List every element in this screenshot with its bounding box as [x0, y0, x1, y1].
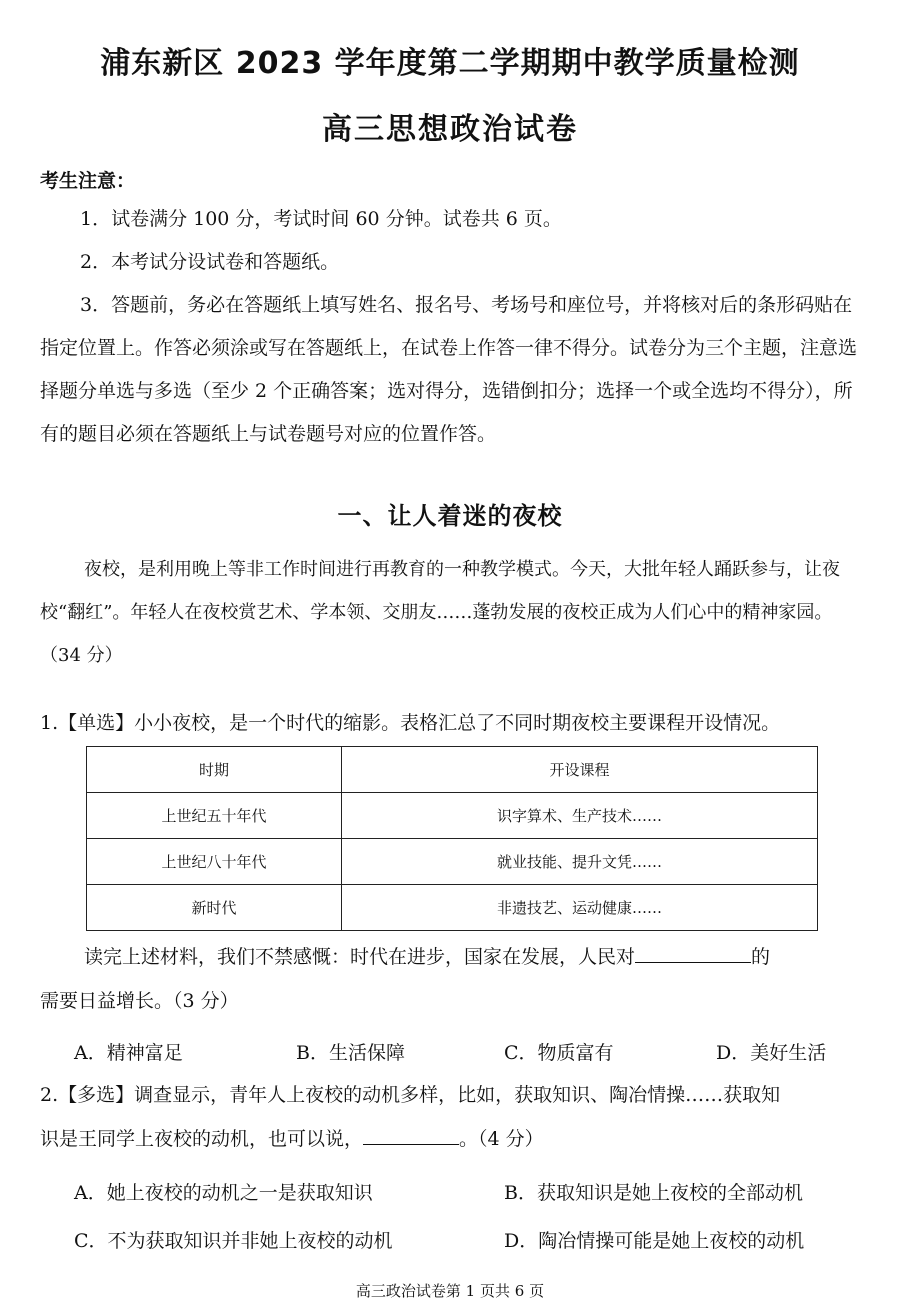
prompt-text: 读完上述材料，我们不禁感慨：时代在进步，国家在发展，人民对 — [84, 946, 636, 968]
question-2-stem: 2.【多选】调查显示，青年人上夜校的动机多样，比如，获取知识、陶冶情操……获取知 — [40, 1084, 781, 1106]
notice-item-3: 3．答题前，务必在答题纸上填写姓名、报名号、考场号和座位号，并将核对后的条形码贴在指定位置上。作答必须涂或写在答题纸上，在试卷上作答一律不得分。试卷分为三个主题，注意选择题分单选与多选（至少 2 个正确答案；选对得分，选错倒扣分；选择一个或全选均不得分），所有的题目必须在答题纸上与试卷题号对应的位置作答。 — [40, 294, 858, 445]
q2-option-b: B．获取知识是她上夜校的全部动机 — [504, 1182, 803, 1204]
q1-option-d: D．美好生活 — [716, 1042, 827, 1064]
table-cell: 识字算术、生产技术…… — [342, 793, 818, 839]
question-1-prompt — [40, 936, 862, 979]
table-header-cell: 开设课程 — [342, 747, 818, 793]
exam-subtitle: 高三思想政治试卷 — [322, 112, 578, 147]
exam-title: 浦东新区 2023 学年度第二学期期中教学质量检测 — [100, 46, 800, 81]
page-footer: 高三政治试卷第 1 页共 6 页 — [355, 1282, 545, 1300]
table-row — [87, 793, 818, 839]
answer-blank — [363, 1124, 459, 1145]
table-cell: 新时代 — [87, 885, 342, 931]
q1-option-b: B．生活保障 — [296, 1042, 405, 1064]
q1-option-c: C．物质富有 — [504, 1042, 614, 1064]
answer-blank — [635, 942, 751, 963]
question-1-stem: 1.【单选】小小夜校，是一个时代的缩影。表格汇总了不同时期夜校主要课程开设情况。 — [40, 712, 781, 734]
q2-option-d: D．陶冶情操可能是她上夜校的动机 — [504, 1230, 805, 1252]
section-title: 一、让人着迷的夜校 — [337, 502, 563, 530]
q2-option-c: C．不为获取知识并非她上夜校的动机 — [74, 1230, 393, 1252]
table-row — [87, 839, 818, 885]
question-1-prompt-line2: 需要日益增长。（3 分） — [40, 990, 239, 1012]
stem-text: 识是王同学上夜校的动机，也可以说， — [40, 1128, 364, 1150]
table-header-cell: 时期 — [87, 747, 342, 793]
table-cell: 上世纪五十年代 — [87, 793, 342, 839]
table-cell: 就业技能、提升文凭…… — [342, 839, 818, 885]
section-intro: 夜校，是利用晚上等非工作时间进行再教育的一种教学模式。今天，大批年轻人踊跃参与，让夜校“翻红”。年轻人在夜校赏艺术、学本领、交朋友……蓬勃发展的夜校正成为人们心中的精神家园。（34 分） — [40, 559, 840, 666]
table-header-row — [87, 747, 818, 793]
question-2-stem-line2 — [40, 1118, 862, 1161]
notice-heading: 考生注意： — [40, 170, 136, 192]
table-row — [87, 885, 818, 931]
q2-option-a: A．她上夜校的动机之一是获取知识 — [74, 1182, 373, 1204]
course-table — [86, 746, 818, 931]
stem-text-end: 。（4 分） — [459, 1128, 544, 1150]
table-cell: 上世纪八十年代 — [87, 839, 342, 885]
prompt-text-end: 的 — [751, 946, 771, 968]
table-cell: 非遗技艺、运动健康…… — [342, 885, 818, 931]
notice-item-1: 1．试卷满分 100 分，考试时间 60 分钟。试卷共 6 页。 — [80, 208, 562, 230]
q1-option-a: A．精神富足 — [74, 1042, 183, 1064]
notice-item-2: 2．本考试分设试卷和答题纸。 — [80, 251, 340, 273]
